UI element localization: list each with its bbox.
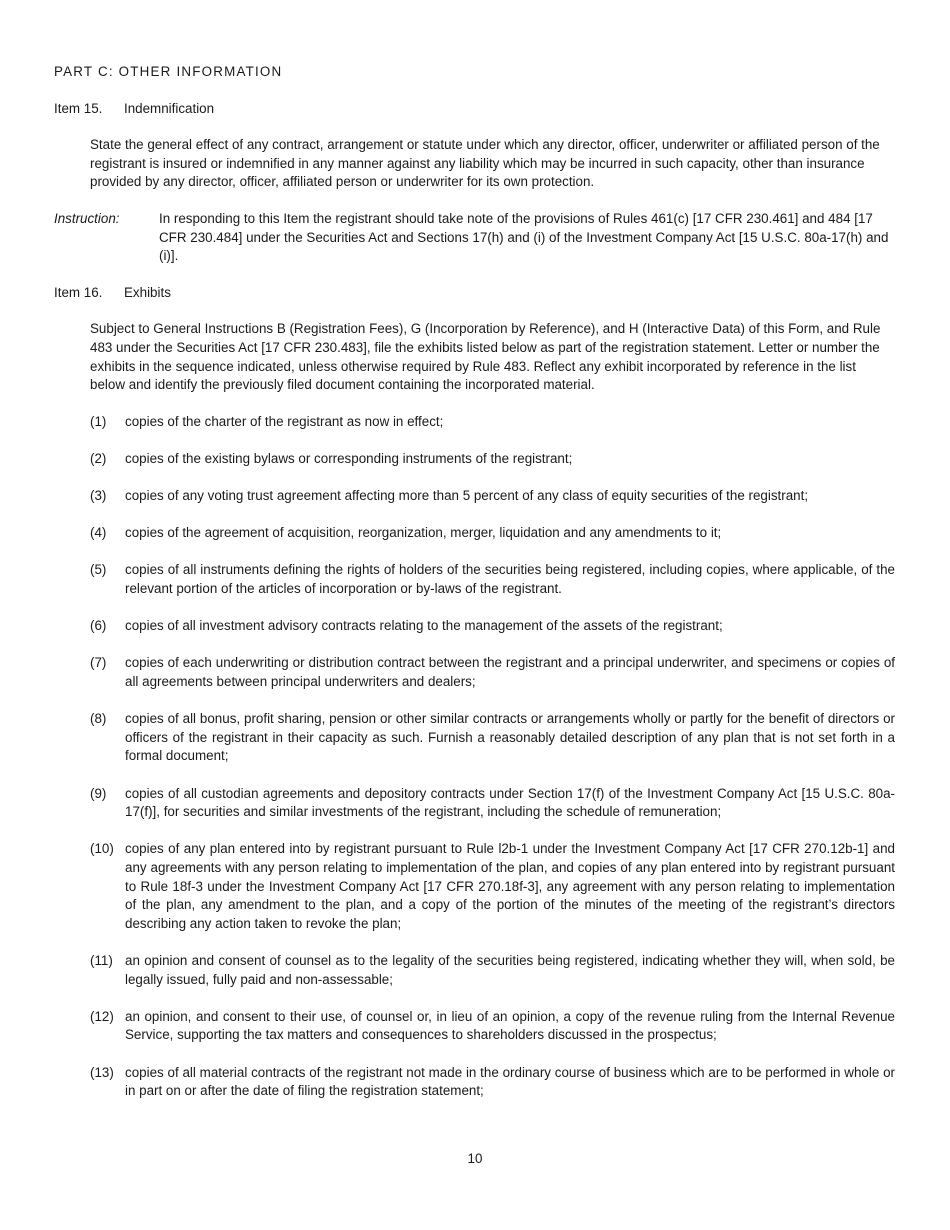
exhibit-number: (13) — [90, 1064, 114, 1080]
exhibit-text: copies of any voting trust agreement affecting more than 5 percent of any class of equity securities of the registrant; — [125, 488, 809, 504]
exhibit-item — [90, 952, 896, 989]
exhibit-text: copies of all instruments defining the rights of holders of the securities being registered, including copies, where applicable, of the relevant portion of the articles of incorporation or by-laws of the registrant. — [125, 562, 895, 597]
exhibit-number: (9) — [90, 785, 107, 801]
exhibit-item — [90, 450, 896, 469]
part-heading: PART C: OTHER INFORMATION — [54, 64, 283, 79]
document-page — [54, 63, 896, 1119]
instruction-text: In responding to this Item the registrant should take note of the provisions of Rules 461(c) [17 CFR 230.461] and 484 [17 CFR 230.484] under the Securities Act and Sections 17(h) and (i) of the Investment Company Act [15 U.S.C. 80a-17(h) and (i)]. — [159, 210, 889, 264]
exhibit-number: (3) — [90, 488, 107, 504]
item-15-heading — [54, 100, 896, 119]
instruction-block — [54, 210, 896, 266]
exhibit-item — [90, 710, 896, 766]
exhibit-number: (8) — [90, 711, 107, 727]
item-16-number: Item 16. — [54, 284, 103, 300]
exhibit-number: (10) — [90, 841, 114, 857]
exhibit-item — [90, 785, 896, 822]
item-16-heading — [54, 284, 896, 303]
exhibit-text: copies of the existing bylaws or corresponding instruments of the registrant; — [125, 450, 573, 466]
exhibit-list — [90, 413, 896, 1101]
exhibit-number: (12) — [90, 1008, 114, 1024]
exhibit-text: copies of the agreement of acquisition, reorganization, merger, liquidation and any amendments to it; — [125, 525, 722, 541]
exhibit-number: (7) — [90, 655, 107, 671]
exhibit-text: an opinion and consent of counsel as to the legality of the securities being registered, indicating whether they will, when sold, be legally issued, fully paid and non-assessable; — [125, 952, 895, 987]
item-15-body: State the general effect of any contract, arrangement or statute under which any director, officer, underwriter or affiliated person of the registrant is insured or indemnified in any manner against any liability which may be incurred in such capacity, other than insurance provided by any director, officer, affiliated person or underwriter for its own protection. — [90, 137, 880, 190]
item-15-number: Item 15. — [54, 100, 103, 116]
exhibit-item — [90, 617, 896, 636]
exhibit-item — [90, 1064, 896, 1101]
item-16-body: Subject to General Instructions B (Registration Fees), G (Incorporation by Reference), and H (Interactive Data) of this Form, and Rule 483 under the Securities Act [17 CFR 230.483], file the exhibits listed below as part of the registration statement. Letter or number the exhibits in the sequence indicated, unless otherwise required by Rule 483. Reflect any exhibit incorporated by reference in the list below and identify the previously filed document containing the incorporated material. — [90, 321, 881, 393]
exhibit-number: (6) — [90, 618, 107, 634]
exhibit-text: copies of all bonus, profit sharing, pension or other similar contracts or arrangements wholly or partly for the benefit of directors or officers of the registrant in their capacity as such. Furnish a reasonably detailed description of any plan that is not set forth in a formal document; — [125, 711, 895, 764]
exhibit-item — [90, 524, 896, 543]
exhibit-number: (4) — [90, 525, 107, 541]
exhibit-item — [90, 561, 896, 598]
item-15-title: Indemnification — [124, 100, 215, 116]
exhibit-text: copies of any plan entered into by registrant pursuant to Rule l2b-1 under the Investment Company Act [17 CFR 270.12b-1] and any agreements with any person relating to implementation of the plan, and copies of any plan entered into by registrant pursuant to Rule 18f-3 under the Investment Company Act [17 CFR 270.18f-3], any agreement with any person relating to implementation of the plan, any amendment to the plan, and a copy of the portion of the minutes of the meeting of the registrant’s directors describing any action taken to revoke the plan; — [125, 841, 895, 931]
exhibit-text: copies of the charter of the registrant as now in effect; — [125, 413, 444, 429]
exhibit-item — [90, 654, 896, 691]
item-16-title: Exhibits — [124, 284, 171, 300]
exhibit-number: (11) — [90, 952, 113, 968]
page-number: 10 — [467, 1151, 483, 1166]
exhibit-number: (5) — [90, 562, 107, 578]
exhibit-text: copies of all investment advisory contracts relating to the management of the assets of the registrant; — [125, 618, 723, 634]
exhibit-item — [90, 487, 896, 506]
exhibit-number: (1) — [90, 413, 107, 429]
exhibit-text: copies of all material contracts of the registrant not made in the ordinary course of business which are to be performed in whole or in part on or after the date of filing the registration statement; — [125, 1064, 895, 1099]
exhibit-number: (2) — [90, 450, 107, 466]
exhibit-item — [90, 413, 896, 432]
exhibit-text: an opinion, and consent to their use, of counsel or, in lieu of an opinion, a copy of the revenue ruling from the Internal Revenue Service, supporting the tax matters and consequences to shareholders discussed in the prospectus; — [125, 1008, 895, 1043]
exhibit-item — [90, 1008, 896, 1045]
exhibit-item — [90, 840, 896, 933]
exhibit-text: copies of each underwriting or distribution contract between the registrant and a principal underwriter, and specimens or copies of all agreements between principal underwriters and dealers; — [125, 655, 895, 690]
exhibit-text: copies of all custodian agreements and depository contracts under Section 17(f) of the Investment Company Act [15 U.S.C. 80a-17(f)], for securities and similar investments of the registrant, including the schedule of remuneration; — [125, 785, 895, 820]
instruction-label: Instruction: — [54, 210, 120, 226]
